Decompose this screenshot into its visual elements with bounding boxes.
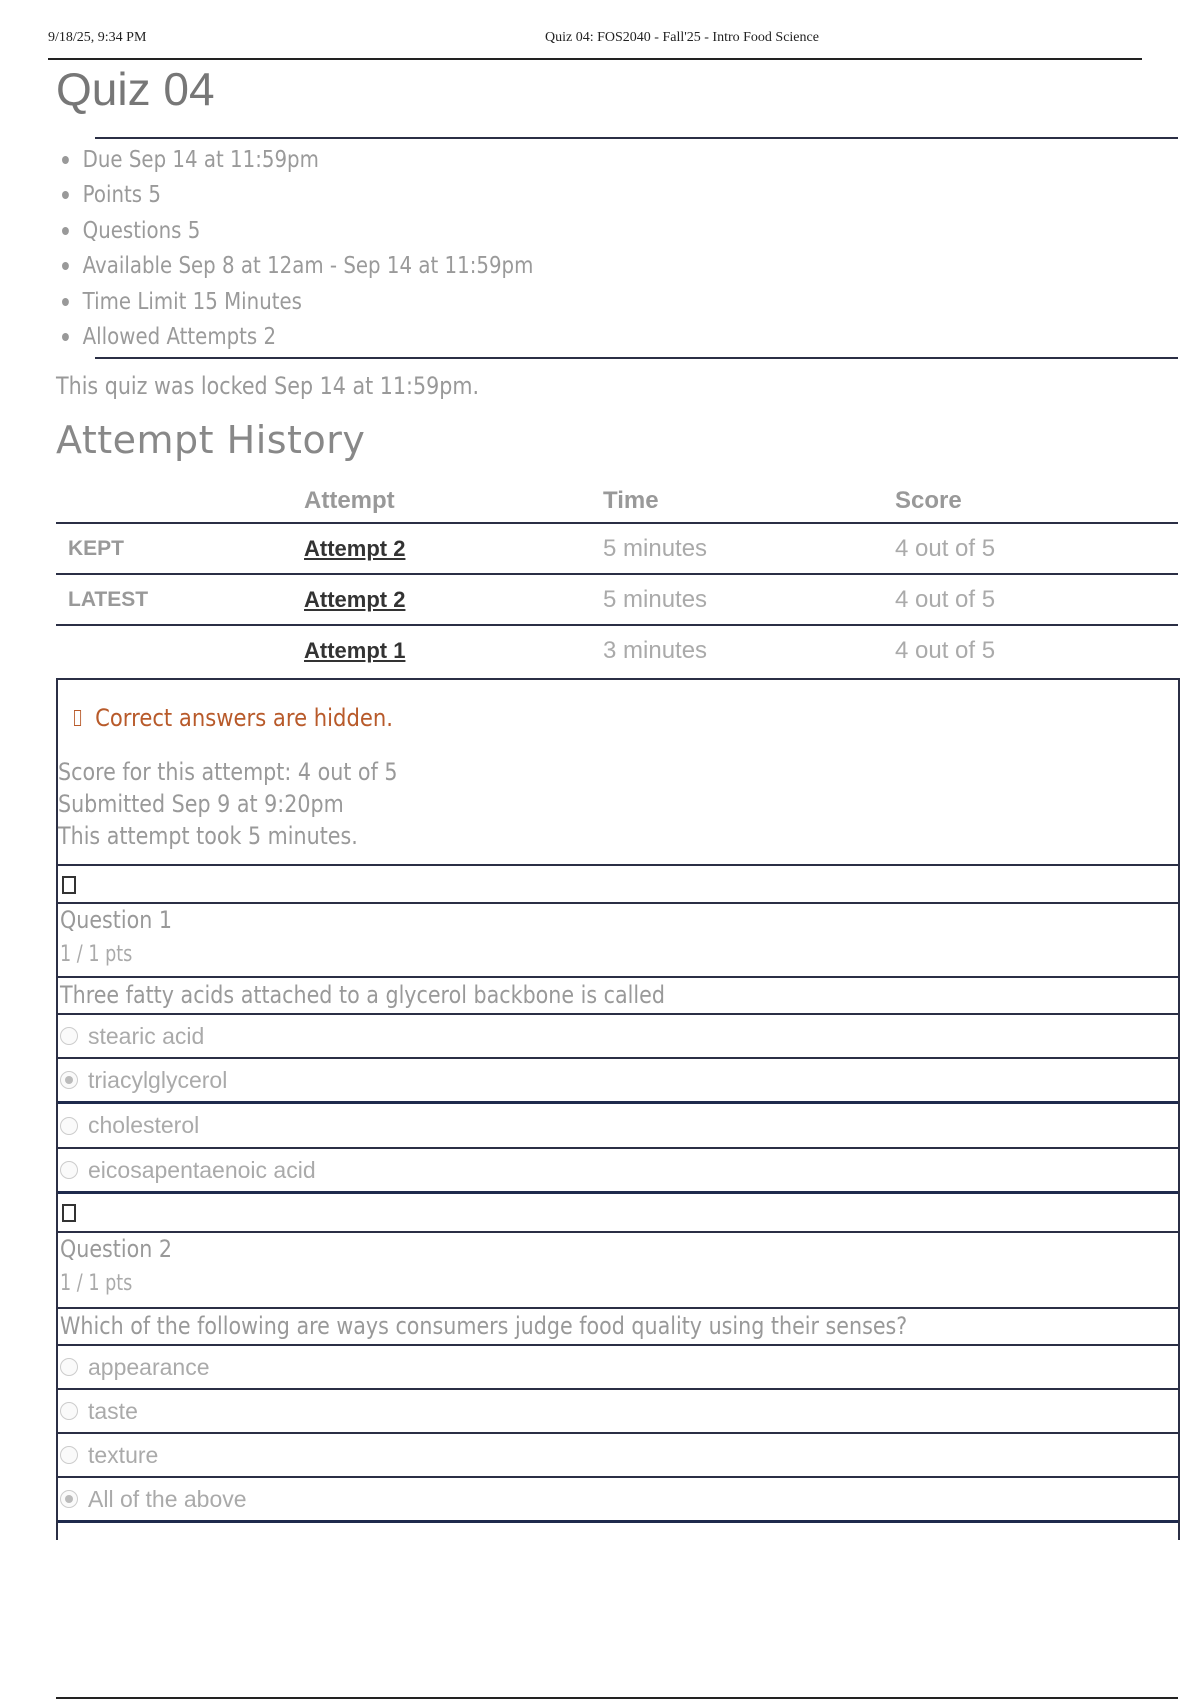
attempt-duration-text: This attempt took 5 minutes.: [58, 822, 358, 850]
answer-label: texture: [88, 1441, 159, 1468]
table-row: [56, 523, 1178, 574]
attempt-status-label: [56, 625, 304, 675]
radio-button-checked[interactable]: [60, 1071, 78, 1089]
radio-button[interactable]: [60, 1117, 78, 1135]
question-header: [58, 902, 1178, 976]
column-header-time: Time: [603, 480, 895, 523]
bullet-icon: [62, 191, 69, 199]
attempt-history-table: [56, 480, 1178, 675]
page-title: Quiz 04: [56, 63, 215, 115]
question-header: [58, 1231, 1178, 1307]
answer-option-selected: [58, 1057, 1178, 1101]
bullet-icon: [62, 156, 69, 164]
flag-question-icon[interactable]: [62, 876, 76, 894]
print-date: 9/18/25, 9:34 PM: [48, 30, 147, 45]
attempt-score: 4 out of 5: [895, 523, 1178, 574]
answer-label: appearance: [88, 1353, 210, 1380]
column-header-label: [56, 480, 304, 523]
answer-option: [58, 1388, 1178, 1432]
answer-label: taste: [88, 1397, 138, 1424]
attempt-results-panel: [56, 678, 1180, 1540]
question-flag-row: [58, 864, 1178, 902]
correct-answers-hidden-notice: Correct answers are hidden.: [74, 704, 393, 732]
attempt-link[interactable]: Attempt 2: [304, 586, 406, 612]
answer-option-selected: [58, 1476, 1178, 1520]
attempt-status-label: LATEST: [56, 574, 304, 625]
answer-label: eicosapentaenoic acid: [88, 1156, 316, 1183]
answer-label: triacylglycerol: [88, 1066, 228, 1093]
question-points: 1 / 1 pts: [60, 1271, 133, 1296]
detail-due: Due Sep 14 at 11:59pm: [62, 142, 533, 178]
attempt-summary: [58, 756, 398, 852]
attempt-submitted-text: Submitted Sep 9 at 9:20pm: [58, 790, 344, 818]
table-row: [56, 625, 1178, 675]
answer-option: [58, 1013, 1178, 1057]
question-text-row: [58, 976, 1178, 1013]
radio-button[interactable]: [60, 1446, 78, 1464]
radio-button[interactable]: [60, 1358, 78, 1376]
attempt-score-text: Score for this attempt: 4 out of 5: [58, 758, 398, 786]
attempt-history-title: Attempt History: [56, 418, 366, 462]
question-text: Which of the following are ways consumers judge food quality using their senses?: [60, 1312, 908, 1340]
detail-available: Available Sep 8 at 12am - Sep 14 at 11:59pm: [62, 249, 533, 285]
quiz-details-list: [62, 142, 610, 355]
attempt-link[interactable]: Attempt 2: [304, 535, 406, 561]
attempt-time: 3 minutes: [603, 636, 708, 664]
question-text-row: [58, 1307, 1178, 1344]
table-row: [56, 574, 1178, 625]
detail-time-limit: Time Limit 15 Minutes: [62, 284, 533, 320]
answer-label: stearic acid: [88, 1022, 205, 1049]
attempt-score: 4 out of 5: [895, 636, 996, 664]
answer-label: All of the above: [88, 1485, 247, 1512]
page-footer-rule: [56, 1697, 1178, 1699]
detail-points: Points 5: [62, 178, 533, 214]
table-header-row: [56, 480, 1178, 523]
print-header: [48, 28, 1142, 60]
attempt-score: 4 out of 5: [895, 574, 1178, 625]
bullet-icon: [62, 262, 69, 270]
detail-questions: Questions 5: [62, 213, 533, 249]
attempt-time: 5 minutes: [603, 523, 895, 574]
question-title: Question 1: [60, 906, 173, 934]
question-text: Three fatty acids attached to a glycerol backbone is called: [60, 981, 665, 1009]
bullet-icon: [62, 298, 69, 306]
radio-button[interactable]: [60, 1402, 78, 1420]
print-document-title: Quiz 04: FOS2040 - Fall'25 - Intro Food Science: [545, 30, 819, 45]
details-bottom-divider: [95, 357, 1178, 359]
question-flag-row: [58, 1191, 1178, 1231]
detail-allowed-attempts: Allowed Attempts 2: [62, 320, 533, 356]
radio-button-checked[interactable]: [60, 1490, 78, 1508]
answer-option: [58, 1101, 1178, 1147]
bullet-icon: [62, 227, 69, 235]
details-top-divider: [95, 137, 1178, 139]
column-header-attempt: Attempt: [304, 480, 603, 523]
attempt-link[interactable]: Attempt 1: [304, 637, 406, 663]
warning-icon: [74, 710, 81, 726]
radio-button[interactable]: [60, 1161, 78, 1179]
answer-option: [58, 1344, 1178, 1388]
question-end-divider: [58, 1520, 1178, 1540]
radio-button[interactable]: [60, 1027, 78, 1045]
attempt-time: 5 minutes: [603, 574, 895, 625]
answer-option: [58, 1147, 1178, 1191]
bullet-icon: [62, 333, 69, 341]
answer-option: [58, 1432, 1178, 1476]
flag-question-icon[interactable]: [62, 1204, 76, 1222]
answer-label: cholesterol: [88, 1112, 200, 1138]
lock-message: This quiz was locked Sep 14 at 11:59pm.: [56, 372, 480, 400]
question-title: Question 2: [60, 1235, 173, 1263]
attempt-status-label: KEPT: [56, 523, 304, 574]
column-header-score: Score: [895, 480, 1178, 523]
question-points: 1 / 1 pts: [60, 942, 133, 967]
